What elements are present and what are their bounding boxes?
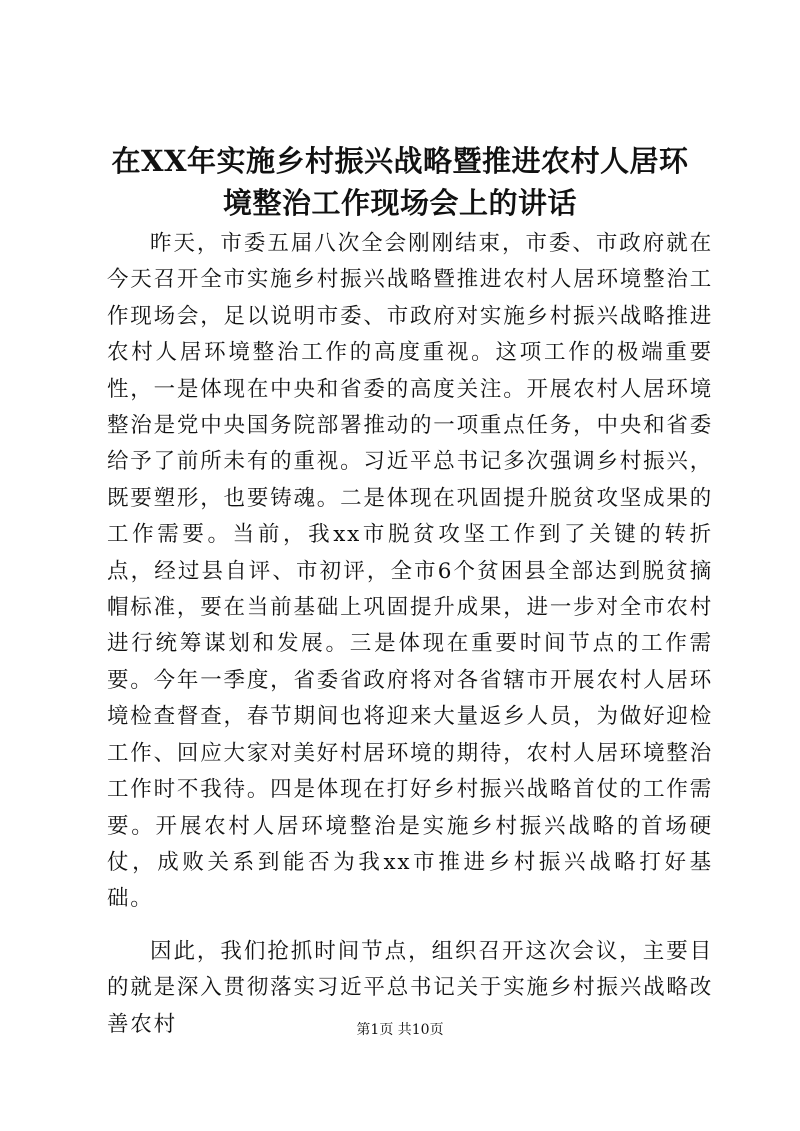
document-title: 在XX年实施乡村振兴战略暨推进农村人居环境整治工作现场会上的讲话 [111,144,689,220]
page-footer: 第1页 共10页 [356,1022,444,1038]
document-body [107,226,713,1043]
paragraph-2: 因此，我们抢抓时间节点，组织召开这次会议，主要目的就是深入贯彻落实习近平总书记关于实施乡村振兴战略改善农村 [107,938,713,1037]
paragraph-1: 昨天，市委五届八次全会刚刚结束，市委、市政府就在今天召开全市实施乡村振兴战略暨推进农村人居环境整治工作现场会，足以说明市委、市政府对实施乡村振兴战略推进农村人居环境整治工作的高度重视。这项工作的极端重要性，一是体现在中央和省委的高度关注。开展农村人居环境整治是党中央国务院部署推动的一项重点任务，中央和省委给予了前所未有的重视。习近平总书记多次强调乡村振兴，既要塑形，也要铸魂。二是体现在巩固提升脱贫攻坚成果的工作需要。当前，我xx市脱贫攻坚工作到了关键的转折点，经过县自评、市初评，全市6个贫困县全部达到脱贫摘帽标准，要在当前基础上巩固提升成果，进一步对全市农村进行统筹谋划和发展。三是体现在重要时间节点的工作需要。今年一季度，省委省政府将对各省辖市开展农村人居环境检查督查，春节期间也将迎来大量返乡人员，为做好迎检工作、回应大家对美好村居环境的期待，农村人居环境整治工作时不我待。四是体现在打好乡村振兴战略首仗的工作需要。开展农村人居环境整治是实施乡村振兴战略的首场硬仗，成败关系到能否为我xx市推进乡村振兴战略打好基础。 [107,231,713,912]
